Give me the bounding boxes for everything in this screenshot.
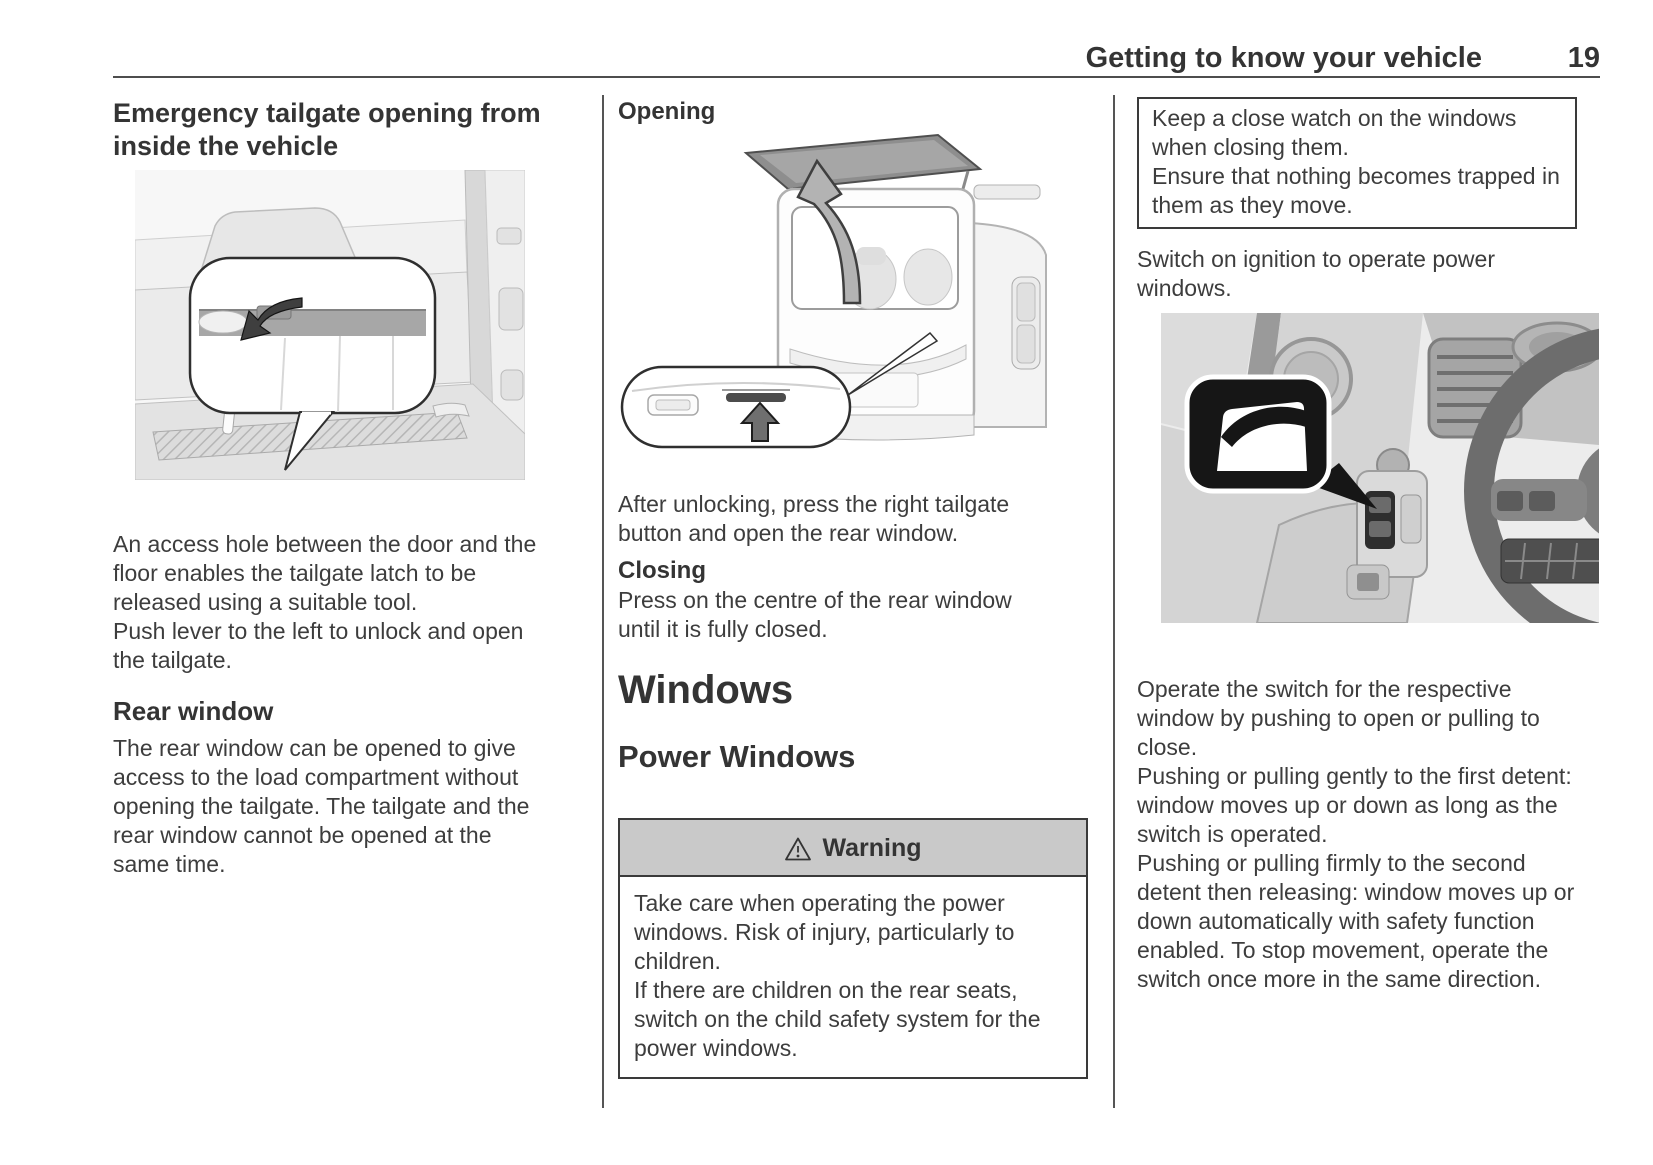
warning-triangle-icon — [784, 836, 812, 862]
left-para-access-hole: An access hole between the door and the floor enables the tailgate latch to be released using a suitable tool. — [113, 531, 537, 615]
cargo-area-illustration — [135, 170, 525, 480]
header-rule — [113, 76, 1600, 78]
section-heading-emergency-tailgate: Emergency tailgate opening from inside the vehicle — [113, 98, 541, 161]
right-para-second-detent: Pushing or pulling firmly to the second detent then releasing: window moves up or down automatically with safety function enabled. To stop movement, operate the switch once more in the same direction. — [1137, 850, 1575, 992]
tailgate-opening-illustration — [618, 127, 1058, 470]
warning-box-header — [620, 820, 1086, 877]
warning-box — [618, 818, 1088, 1079]
column-divider-right — [1113, 95, 1115, 1108]
right-para-ignition: Switch on ignition to operate power windows. — [1137, 246, 1495, 301]
label-opening: Opening — [618, 98, 716, 125]
left-para-push-lever: Push lever to the left to unlock and open the tailgate. — [113, 618, 524, 673]
section-heading-windows: Windows — [618, 668, 794, 712]
right-para-first-detent: Pushing or pulling gently to the first detent: window moves up or down as long as the switch is operated. — [1137, 763, 1572, 847]
column-middle — [618, 97, 1058, 1079]
warning-title: Warning — [822, 834, 922, 862]
warning-box-body — [620, 877, 1086, 1077]
column-right — [1137, 97, 1580, 994]
column-left — [113, 97, 543, 879]
caution-note-box — [1137, 97, 1577, 229]
left-para-rear-window: The rear window can be opened to give access to the load compartment without opening the tailgate. The tailgate and the rear window cannot be opened at the same time. — [113, 735, 530, 877]
cargo-area-drawing — [135, 170, 525, 480]
page-number: 19 — [1567, 42, 1600, 74]
power-window-switch-illustration — [1161, 313, 1599, 623]
tailgate-opening-drawing — [618, 127, 1058, 470]
warning-para-children: If there are children on the rear seats, switch on the child safety system for the power windows. — [634, 977, 1041, 1061]
subheading-power-windows: Power Windows — [618, 739, 856, 774]
note-line-keep-watch: Keep a close watch on the windows when closing them. — [1152, 105, 1517, 160]
column-divider-left — [602, 95, 604, 1108]
label-closing: Closing — [618, 557, 706, 584]
warning-para-take-care: Take care when operating the power windows. Risk of injury, particularly to children. — [634, 890, 1015, 974]
page-header-title: Getting to know your vehicle — [1085, 42, 1482, 74]
note-line-ensure: Ensure that nothing becomes trapped in them as they move. — [1152, 163, 1560, 218]
middle-para-after-unlocking: After unlocking, press the right tailgate button and open the rear window. — [618, 491, 1010, 546]
right-para-operate-switch: Operate the switch for the respective window by pushing to open or pulling to close. — [1137, 676, 1540, 760]
door-interior-drawing — [1161, 313, 1599, 623]
middle-para-press-centre: Press on the centre of the rear window until it is fully closed. — [618, 587, 1012, 642]
subheading-rear-window: Rear window — [113, 696, 274, 726]
